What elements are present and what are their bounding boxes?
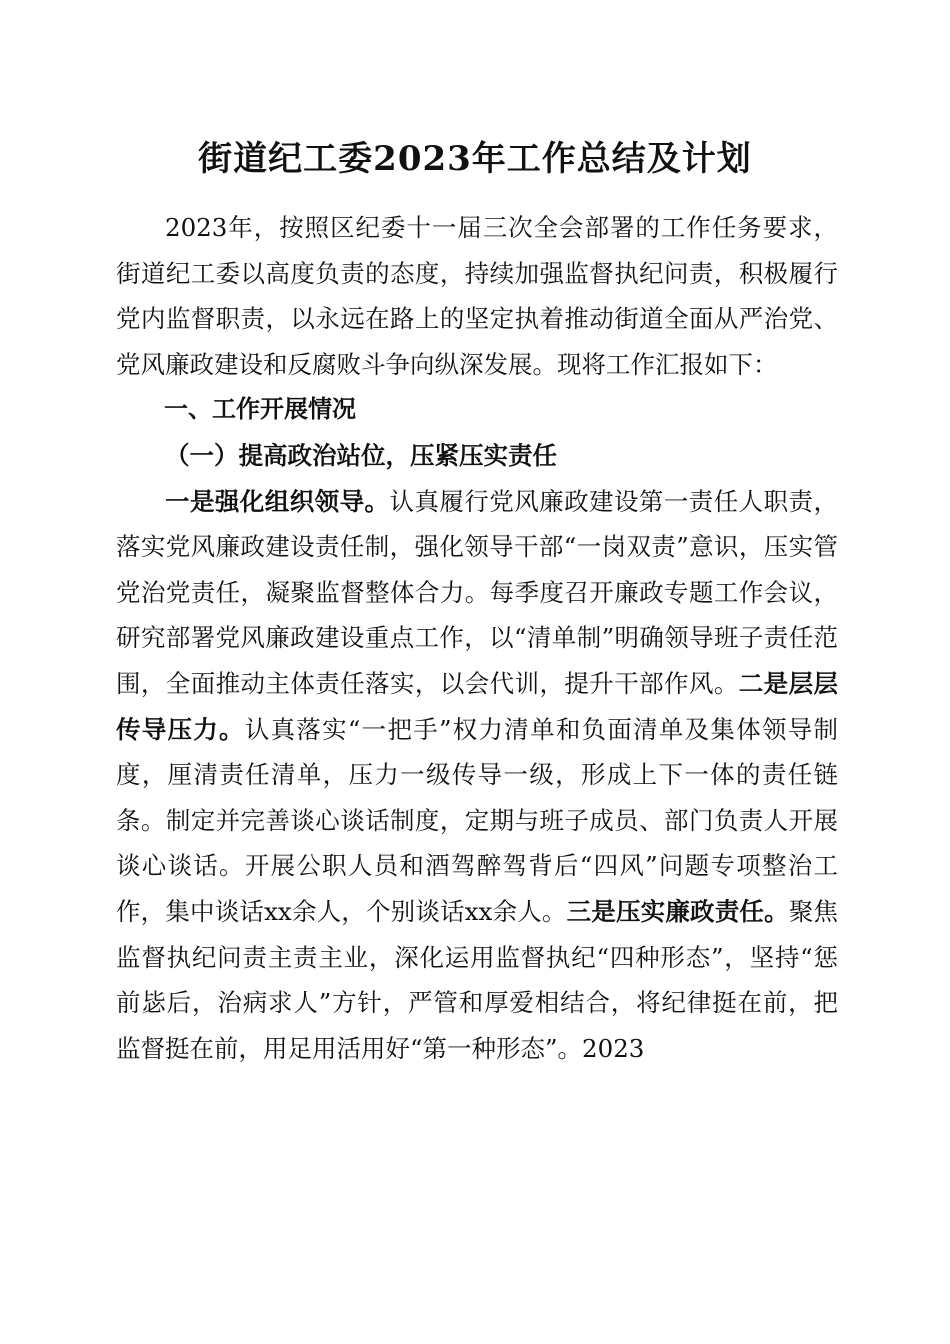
subsection-heading: （一）提高政治站位，压紧压实责任 bbox=[165, 440, 557, 470]
intro-paragraph: 2023年，按照区纪委十一届三次全会部署的工作任务要求，街道纪工委以高度负责的态度，持续加强监督执纪问责，积极履行党内监督职责，以永远在路上的坚定执着推动街道全面从严治党、党风廉政建设和反腐败斗争向纵深发展。现将工作汇报如下： bbox=[116, 213, 838, 379]
section-heading: 一、工作开展情况 bbox=[164, 395, 356, 424]
body-paragraph bbox=[116, 479, 838, 1072]
lead-phrase: 一是强化组织领导。 bbox=[165, 486, 390, 516]
document-body bbox=[116, 205, 838, 1071]
paragraph-text: 认真履行党风廉政建设第一责任人职责，落实党风廉政建设责任制，强化领导干部“一岗双责”意识，压实管党治党责任，凝聚监督整体合力。每季度召开廉政专题工作会议，研究部署党风廉政建设重点工作，以“清单制”明确领导班子责任范围，全面推动主体责任落实，以会代训，提升干部作风。 bbox=[116, 486, 839, 698]
paragraph-text: 认真落实“一把手”权力清单和负面清单及集体领导制度，厘清责任清单，压力一级传导一级，形成上下一体的责任链条。制定并完善谈心谈话制度，定期与班子成员、部门负责人开展谈心谈话。开展公职人员和酒驾醉驾背后“四风”问题专项整治工作，集中谈话xx余人，个别谈话xx余人。 bbox=[116, 714, 838, 926]
lead-phrase: 三是压实廉政责任。 bbox=[566, 896, 789, 926]
paragraph-text: 聚焦监督执纪问责主责主业，深化运用监督执纪“四种形态”，坚持“惩前毖后，治病求人”方针，严管和厚爱相结合，将纪律挺在前，把监督挺在前，用足用活用好“第一种形态”。2023 bbox=[116, 896, 838, 1063]
document-title: 街道纪工委2023年工作总结及计划 bbox=[198, 139, 752, 179]
lead-phrase: 二是层层传导压力。 bbox=[116, 668, 838, 744]
